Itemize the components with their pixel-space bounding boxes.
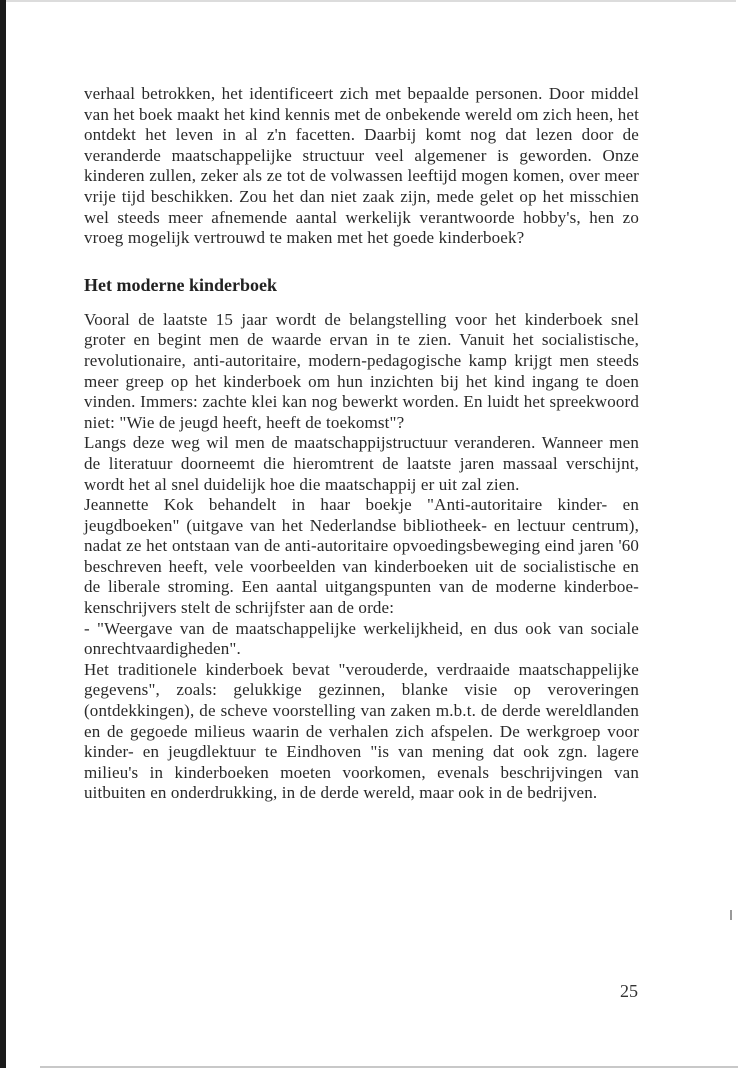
paragraph-2: Langs deze weg wil men de maatschappijstructuur veranderen. Wanneer men de literatuur doorneemt die hieromtrent de laatste jaren massaal verschijnt, wordt het al snel duidelijk hoe die maatschappij er uit zal zien. [84,433,639,494]
page-number: 25 [620,981,638,1001]
paragraph-intro: verhaal betrokken, het identificeert zich met bepaalde personen. Door middel van het boek maakt het kind kennis met de onbekende wereld om zich heen, het ontdekt het leven in al z'n facetten. Daarbij komt nog dat lezen door de veranderde maatschappelijke structuur veel algemener is geworden. Onze kinderen zullen, zeker als ze tot de volwassen leeftijd mogen komen, over meer vrije tijd beschikken. Zou het dan niet zaak zijn, mede gelet op het misschien wel steeds meer afnemende aantal werkelijk verantwoorde hobby's, hen zo vroeg mogelijk vertrouwd te maken met het goede kinderboek? [84,84,639,248]
paragraph-5: Het traditionele kinderboek bevat "verouderde, verdraaide maatschappelijke gegevens", zoals: gelukkige gezinnen, blanke visie op veroveringen (ontdekkingen), de scheve voorstelling van zaken m.b.t. de derde wereldlanden en de gegoede milieus waarin de verhalen zich afspelen. De werkgroep voor kinder- en jeugdlektuur te Eindhoven "is van mening dat ook zgn. lagere milieu's in kinderboeken moeten voorkomen, evenals beschrijvingen van uitbuiten en onderdrukking, in de derde wereld, maar ook in de bedrijven. [84,659,639,803]
scan-border-left [0,0,6,1068]
section-heading: Het moderne kinderboek [84,274,277,295]
margin-mark [730,910,732,920]
paragraph-1: Vooral de laatste 15 jaar wordt de belangstelling voor het kinderboek snel groter en begint men de waarde ervan in te zien. Vanuit het socialistische, revolutionaire, anti-autoritaire, modern-pedagogische kamp krijgt men steeds meer greep op het kinderboek om hun inzichten bij het kind ingang te doen vinden. Immers: zachte klei kan nog bewerkt worden. En luidt het spreekwoord niet: "Wie de jeugd heeft, heeft de toekomst"? [84,309,639,432]
paragraph-quote-item: - "Weergave van de maatschappelijke werkelijkheid, en dus ook van sociale onrechtvaardigheden". [84,618,639,659]
page-body [84,84,639,804]
scan-border-top [6,0,736,2]
paragraph-3: Jeannette Kok behandelt in haar boekje "Anti-autoritaire kinder- en jeugdboeken" (uitgave van het Nederlandse bibliotheek- en lectuur centrum), nadat ze het ontstaan van de anti-autoritaire opvoedingsbeweging eind jaren '60 beschreven heeft, vele voorbeelden van kinderboeken uit de socialistische en de liberale stroming. Een aantal uitgangspunten van de moderne kinderboe-kenschrijvers stelt de schrijfster aan de orde: [84,495,639,618]
